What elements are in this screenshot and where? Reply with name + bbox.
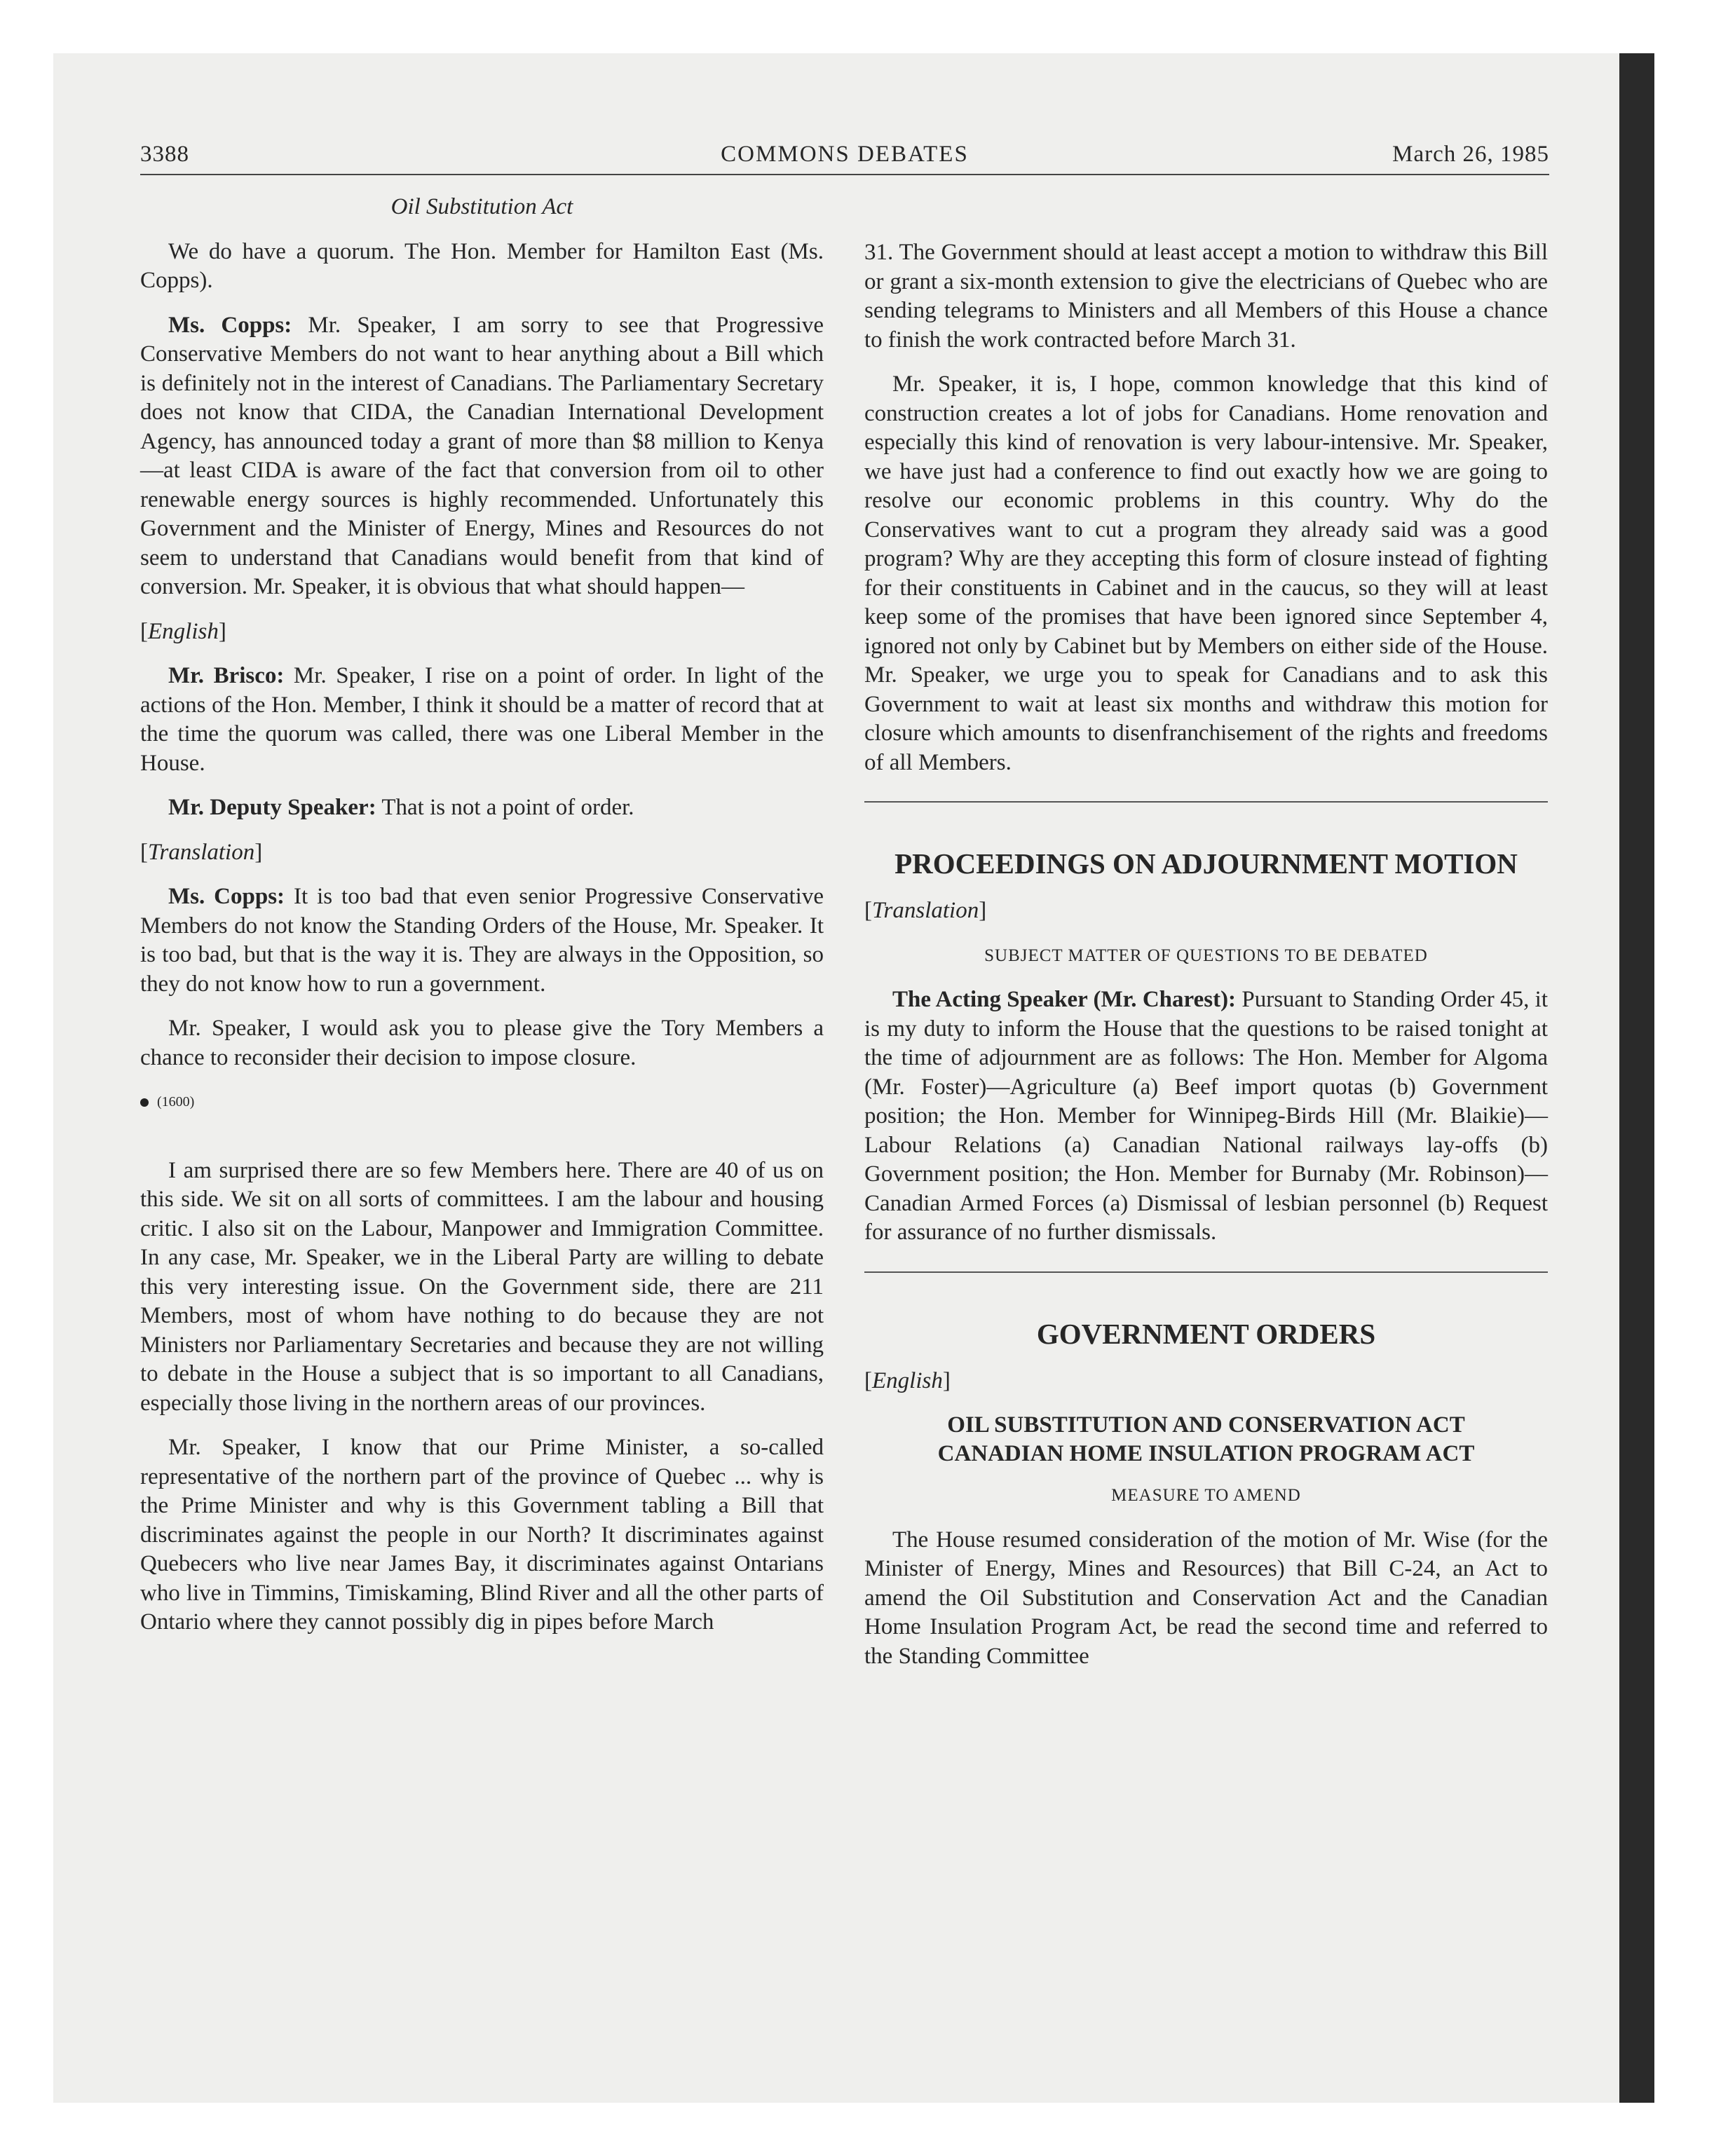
paragraph: Mr. Speaker, I would ask you to please give the Tory Members a chance to reconsider their decision to impose closure. [140,1016,824,1070]
time-marker [140,1088,824,1117]
speech-paragraph [140,793,824,823]
page-header [140,142,1549,177]
time-label: (1600) [157,1094,195,1110]
speech-text: Pursuant to Standing Order 45, it is my duty to inform the House that the questions to be raised tonight at the time of adjournment are as follows: The Hon. Member for Algoma (Mr. Foster)—Agriculture (a) Beef import quotas (b) Government position; the Hon. Member for Winnipeg-Birds Hill (Mr. Blaikie)—Labour Relations (a) Canadian National railways lay-offs (b) Government position; the Hon. Member for Burnaby (Mr. Robinson)—Canadian Armed Forces (a) Dismissal of lesbian personnel (b) Request for assurance of no further dismissals. [864,987,1548,1245]
right-column [864,238,1548,1686]
speaker-name: The Acting Speaker (Mr. Charest): [892,987,1237,1012]
speaker-name: Ms. Copps: [168,312,292,338]
paragraph: The House resumed consideration of the motion of Mr. Wise (for the Minister of Energy, Mines and Resources) that Bill C-24, an Act to amend the Oil Substitution and Conservation Act and the Canadian Home Insulation Program Act, be read the second time and referred to the Standing Committee [864,1527,1548,1669]
language-marker: [Translation] [140,839,263,865]
language-label: Translation [148,839,255,865]
bill-title-line: CANADIAN HOME INSULATION PROGRAM ACT [937,1441,1475,1466]
language-label: English [148,618,219,644]
section-rule [864,801,1548,803]
language-marker: [Translation] [864,898,987,923]
subheading: MEASURE TO AMEND [1111,1486,1301,1505]
running-head: Oil Substitution Act [390,194,573,219]
language-marker: [English] [864,1367,951,1393]
language-label: English [872,1367,943,1393]
scan-edge-bar [1619,53,1654,2103]
page-number: 3388 [140,142,189,167]
speech-paragraph [140,311,824,602]
section-heading: PROCEEDINGS ON ADJOURNMENT MOTION [894,847,1518,880]
bill-title-line: OIL SUBSTITUTION AND CONSERVATION ACT [947,1412,1465,1438]
section-heading: GOVERNMENT ORDERS [1036,1317,1376,1350]
paragraph: Mr. Speaker, it is, I hope, common knowledge that this kind of construction creates a lot of jobs for Canadians. Home renovation and especially this kind of renovation is very labour-intensive. Mr. Speaker, we have just had a conference to find out exactly how we are going to resolve our economic problems in this country. Why do the Conservatives want to cut a program they already said was a good program? Why are they accepting this form of closure instead of fighting for their constituents in Cabinet and in the caucus, so they will at least keep some of the promises that have been ignored since September 4, ignored not only by Cabinet but by Members on either side of the House. Mr. Speaker, we urge you to speak for Canadians and to ask this Government to wait at least six months and withdraw this motion for closure which amounts to disenfranchisement of the rights and freedoms of all Members. [864,371,1548,775]
speech-text: Mr. Speaker, I rise on a point of order. In light of the actions of the Hon. Member, I think it should be a matter of record that at the time the quorum was called, there was one Liberal Member in the House. [140,663,824,776]
speech-text: That is not a point of order. [376,795,634,820]
section-rule [864,1271,1548,1273]
speech-text: Mr. Speaker, I am sorry to see that Progressive Conservative Members do not want to hear anything about a Bill which is definitely not in the interest of Canadians. The Parliamentary Secretary does not know that CIDA, the Canadian International Development Agency, has announced today a grant of more than $8 million to Kenya—at least CIDA is aware of the fact that conversion from oil to other renewable energy sources is highly recommended. Unfortunately this Government and the Minister of Energy, Mines and Resources do not seem to understand that Canadians would benefit from that kind of conversion. Mr. Speaker, it is obvious that what should happen— [140,312,824,599]
language-label: Translation [872,898,979,923]
paragraph: We do have a quorum. The Hon. Member for Hamilton East (Ms. Copps). [140,238,824,293]
language-marker: [English] [140,618,226,644]
paragraph: Mr. Speaker, I know that our Prime Minister, a so-called representative of the northern part of the province of Quebec ... why is the Prime Minister and why is this Government tabling a Bill that discriminates against the people in our North? It discriminates against Quebecers who live near James Bay, it discriminates against Ontarians who live in Timmins, Timiskaming, Blind River and all the other parts of Ontario where they cannot possibly dig in pipes before March [140,1435,824,1635]
paragraph: I am surprised there are so few Members here. There are 40 of us on this side. We sit on all sorts of committees. I am the labour and housing critic. I also sit on the Labour, Manpower and Immigration Committee. In any case, Mr. Speaker, we in the Liberal Party are willing to debate this very interesting issue. On the Government side, there are 211 Members, most of whom have nothing to do because they are not Ministers nor Parliamentary Secretaries and because they are not willing to debate in the House a subject that is so important to all Canadians, especially those living in the northern areas of our provinces. [140,1157,824,1416]
subheading: SUBJECT MATTER OF QUESTIONS TO BE DEBATED [984,946,1428,965]
speech-paragraph [140,662,824,778]
header-rule [140,174,1549,175]
speech-text: It is too bad that even senior Progressive Conservative Members do not know the Standing Orders of the House, Mr. Speaker. It is too bad, but that is the way it is. They are always in the Opposition, so they do not know how to run a government. [140,884,824,997]
bill-title [864,1411,1548,1468]
paragraph: 31. The Government should at least accept a motion to withdraw this Bill or grant a six-month extension to give the electricians of Quebec who are sending telegrams to Ministers and all Members of this House a chance to finish the work contracted before March 31. [864,240,1548,353]
speaker-name: Mr. Brisco: [168,663,285,688]
publication-date: March 26, 1985 [1392,142,1549,167]
bullet-dot-icon [140,1098,149,1107]
publication-title: COMMONS DEBATES [721,142,969,167]
speech-paragraph [864,985,1548,1248]
speaker-name: Ms. Copps: [168,884,285,909]
left-column [140,193,824,1653]
speech-paragraph [140,882,824,999]
speaker-name: Mr. Deputy Speaker: [168,795,376,820]
